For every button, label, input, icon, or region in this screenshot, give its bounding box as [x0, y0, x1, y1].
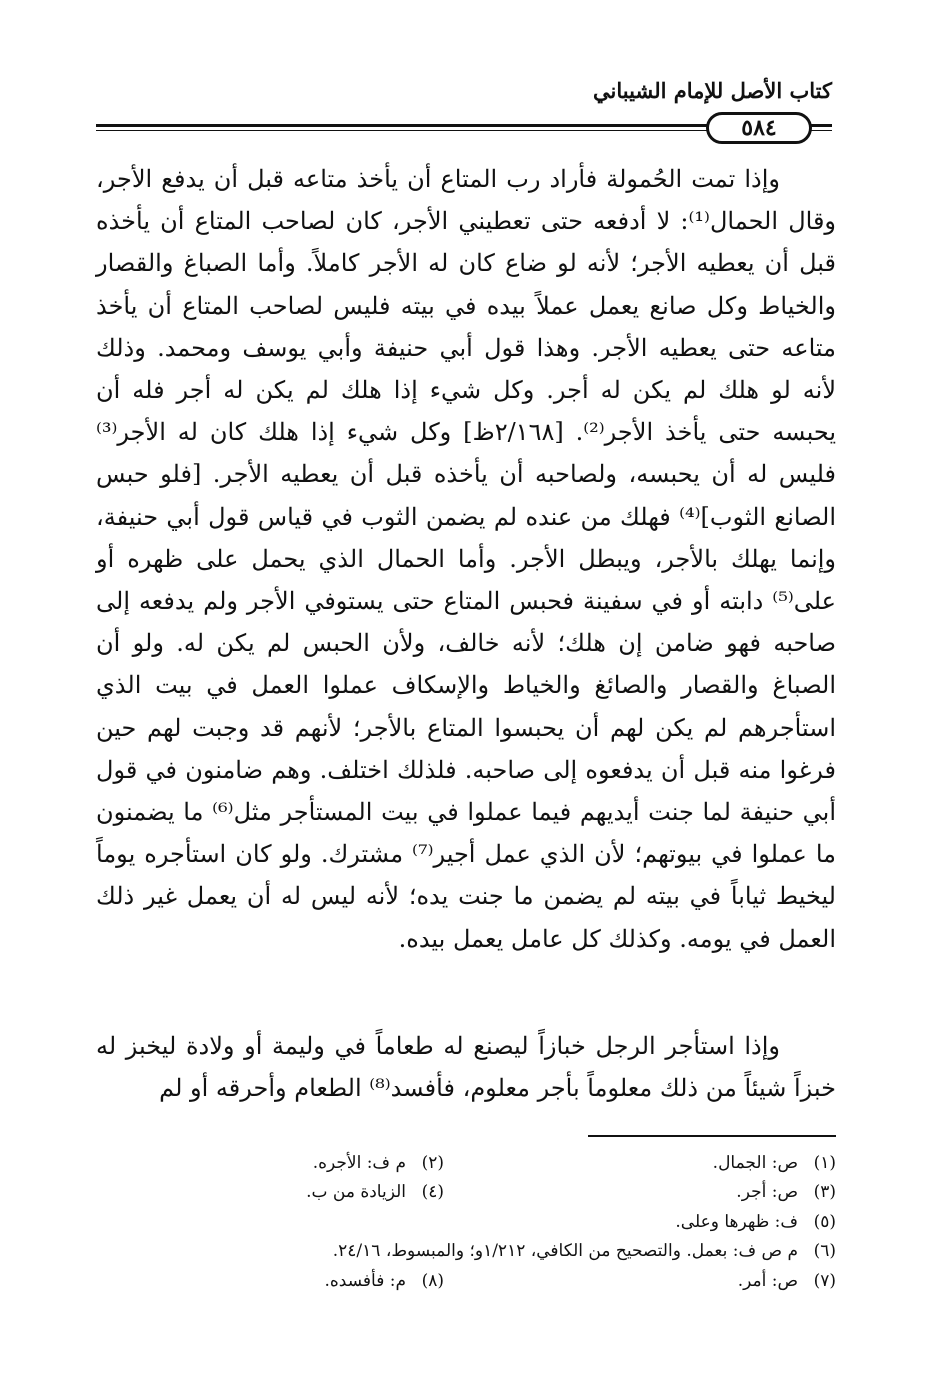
footnote-row: [96, 1178, 836, 1208]
footnote-4: [306, 1182, 444, 1202]
body-paragraph-1: [96, 158, 836, 1008]
footnote-8: [325, 1271, 445, 1291]
footnote-6: [96, 1241, 836, 1261]
footnote-1: [444, 1153, 836, 1173]
footnote-text: ف: ظهرها وعلى.: [675, 1211, 798, 1232]
footnote-3: [444, 1182, 836, 1202]
footnote-5: [96, 1212, 836, 1232]
footnote-number: (٤): [421, 1182, 444, 1203]
footnotes: [96, 1148, 836, 1296]
footnote-row: [96, 1237, 836, 1267]
footnote-row: [96, 1207, 836, 1237]
footnote-number: (٣): [813, 1182, 836, 1203]
footnote-number: (٢): [421, 1152, 444, 1173]
body-paragraph-2: [96, 1025, 836, 1117]
footnote-text: ص: الجمال.: [712, 1152, 798, 1173]
footnote-text: ص: أجر.: [736, 1182, 798, 1203]
footnote-number: (٥): [813, 1211, 836, 1232]
footnote-text: م ص ف: بعمل. والتصحيح من الكافي، ١/٢١٢و؛ والمبسوط، ٢٤/١٦.: [332, 1241, 798, 1262]
footnote-number: (٦): [813, 1241, 836, 1262]
page-number: ٥٨٤: [706, 112, 812, 144]
book-title: كتاب الأصل للإمام الشيباني: [593, 78, 832, 103]
paragraph-text: وإذا تمت الحُمولة فأراد رب المتاع أن يأخذ متاعه قبل أن يدفع الأجر، وقال الحمال⁽¹⁾: لا أدفعه حتى تعطيني الأجر، كان لصاحب المتاع أن يأخذه قبل أن يعطيه الأجر؛ لأنه لو ضاع كان له الأجر كاملاً. وأما الصباغ والقصار والخياط وكل صانع يعمل عملاً بيده في بيته فليس لصاحب المتاع أن يأخذ متاعه حتى يعطيه الأجر. وهذا قول أبي حنيفة وأبي يوسف ومحمد. وذلك لأنه لو هلك لم يكن له أجر. وكل شيء إذا هلك لم يكن له أجر فله أن يحبسه حتى يأخذ الأجر⁽²⁾. [٢/١٦٨ظ] وكل شيء إذا هلك كان له الأجر⁽³⁾ فليس له أن يحبسه، ولصاحبه أن يأخذه قبل أن يعطيه الأجر. [فلو حبس الصانع الثوب]⁽⁴⁾ فهلك من عنده لم يضمن الثوب في قياس قول أبي حنيفة، وإنما يهلك بالأجر، ويبطل الأجر. وأما الحمال الذي يحمل على ظهره أو على⁽⁵⁾ دابته أو في سفينة فحبس المتاع حتى يستوفي الأجر ولم يدفعه إلى صاحبه فهو ضامن إن هلك؛ لأنه خالف، ولأن الحبس لم يكن له. ولو أن الصباغ والقصار والصائغ والخياط والإسكاف عملوا العمل في بيت الذي استأجرهم لم يكن لهم أن يحبسوا المتاع بالأجر؛ لأنهم قد وجبت لهم حين فرغوا منه قبل أن يدفعوه إلى صاحبه. فلذلك اختلف. وهم ضامنون في قول أبي حنيفة لما جنت أيديهم فيما عملوا في بيت المستأجر مثل⁽⁶⁾ ما يضمنون ما عملوا في بيوتهم؛ لأن الذي عمل أجير⁽⁷⁾ مشترك. ولو كان استأجره يوماً ليخيط ثياباً في بيته لم يضمن ما جنت يده؛ لأنه ليس له أن يعمل غير ذلك العمل في يومه. وكذلك كل عامل يعمل بيده.: [96, 165, 837, 953]
footnote-text: م ف: الأجره.: [312, 1152, 406, 1173]
footnote-number: (١): [813, 1152, 836, 1173]
footnote-2: [313, 1153, 444, 1173]
footnote-row: [96, 1148, 836, 1178]
footnote-text: ص: أمر.: [737, 1270, 798, 1291]
footnote-7: [444, 1271, 836, 1291]
footnote-text: الزيادة من ب.: [306, 1182, 406, 1203]
footnote-row: [96, 1266, 836, 1296]
paragraph-text: وإذا استأجر الرجل خبازاً ليصنع له طعاماً في وليمة أو ولادة ليخبز له خبزاً شيئاً من ذلك معلوماً بأجر معلوم، فأفسد⁽⁸⁾ الطعام وأحرقه أو لم: [96, 1032, 836, 1103]
footnote-number: (٨): [421, 1270, 444, 1291]
footnote-number: (٧): [813, 1270, 836, 1291]
footnote-text: م: فأفسده.: [324, 1270, 406, 1291]
footnote-separator: [588, 1135, 836, 1137]
